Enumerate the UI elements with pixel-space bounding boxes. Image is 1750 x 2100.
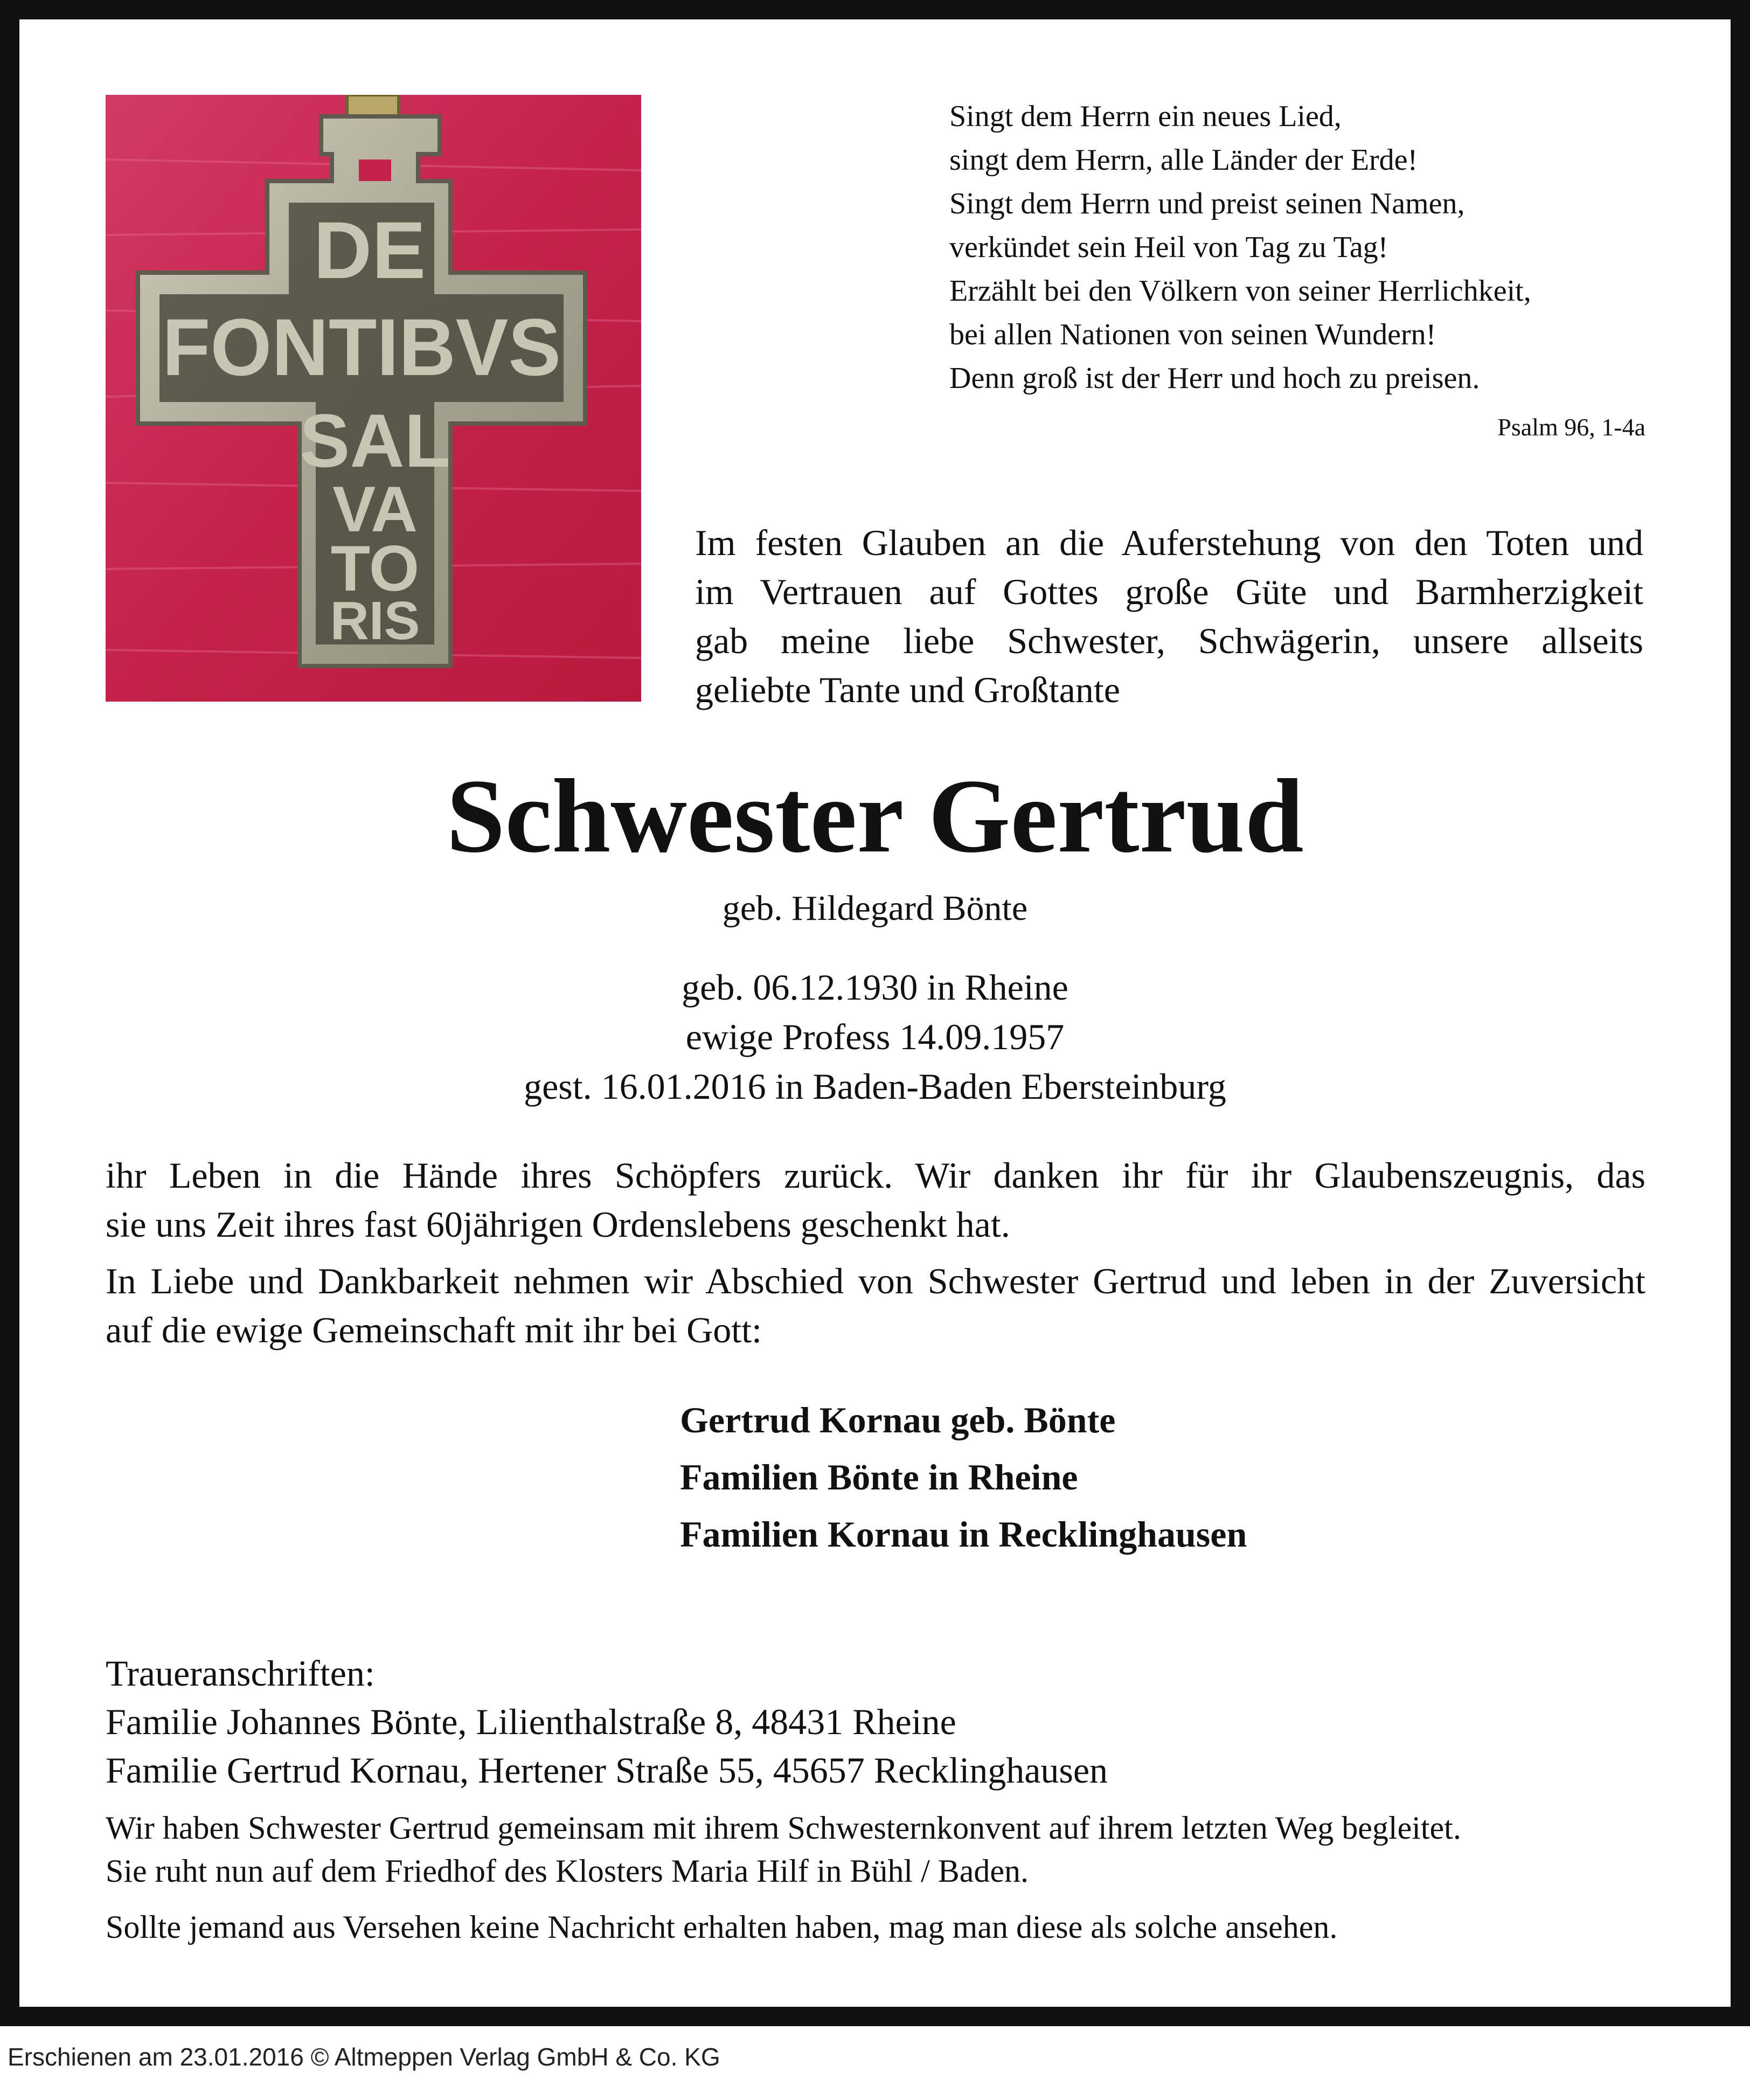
body-paragraph xyxy=(106,1257,1645,1355)
mourner: Gertrud Kornau geb. Bönte xyxy=(680,1399,1116,1440)
body-line: auf die ewige Gemeinschaft mit ihr bei Gott: xyxy=(106,1309,762,1350)
deceased-name: Schwester Gertrud xyxy=(446,758,1304,875)
life-dates xyxy=(0,962,1750,1111)
mourners-list xyxy=(680,1391,1247,1563)
disclaimer-line: Sollte jemand aus Versehen keine Nachricht erhalten haben, mag man diese als solche ansehen. xyxy=(106,1909,1338,1945)
condolence-addresses xyxy=(106,1649,1108,1794)
profession-date: ewige Profess 14.09.1957 xyxy=(685,1016,1065,1057)
svg-text:TO: TO xyxy=(330,532,420,605)
addresses-heading: Traueranschriften: xyxy=(106,1653,375,1694)
psalm-verse xyxy=(949,95,1650,400)
address-line: Familie Gertrud Kornau, Hertener Straße 55, 45657 Recklinghausen xyxy=(106,1750,1108,1791)
intro-line: geliebte Tante und Großtante xyxy=(695,669,1120,710)
psalm-line: Singt dem Herrn ein neues Lied, xyxy=(949,100,1342,133)
svg-text:SAL: SAL xyxy=(300,398,450,483)
intro-line: gab meine liebe Schwester, Schwägerin, unsere allseits xyxy=(695,620,1643,661)
body-paragraph xyxy=(106,1151,1645,1249)
psalm-line: Erzählt bei den Völkern von seiner Herrlichkeit, xyxy=(949,274,1531,308)
psalm-reference: Psalm 96, 1-4a xyxy=(1497,413,1645,441)
address-line: Familie Johannes Bönte, Lilienthalstraße 8, 48431 Rheine xyxy=(106,1701,956,1742)
svg-text:RIS: RIS xyxy=(330,591,420,651)
burial-line: Sie ruht nun auf dem Friedhof des Klosters Maria Hilf in Bühl / Baden. xyxy=(106,1853,1029,1889)
body-line: In Liebe und Dankbarkeit nehmen wir Abschied von Schwester Gertrud und leben in der Zuversicht xyxy=(106,1260,1645,1301)
psalm-line: verkündet sein Heil von Tag zu Tag! xyxy=(949,231,1388,264)
maiden-name: geb. Hildegard Bönte xyxy=(722,889,1028,928)
cross-pendant-image xyxy=(106,95,641,702)
closing-notes xyxy=(106,1806,1645,1962)
svg-text:VA: VA xyxy=(332,473,418,545)
cross-photo xyxy=(106,95,641,702)
intro-line: Im festen Glauben an die Auferstehung von den Toten und xyxy=(695,522,1643,563)
psalm-line: bei allen Nationen von seinen Wundern! xyxy=(949,318,1436,351)
burial-note xyxy=(106,1806,1645,1893)
psalm-line: Singt dem Herrn und preist seinen Namen, xyxy=(949,187,1465,220)
disclaimer-note xyxy=(106,1905,1645,1949)
body-line: ihr Leben in die Hände ihres Schöpfers zurück. Wir danken ihr für ihr Glaubenszeugnis, das xyxy=(106,1155,1645,1196)
body-line: sie uns Zeit ihres fast 60jährigen Ordenslebens geschenkt hat. xyxy=(106,1204,1010,1245)
mourner: Familien Kornau in Recklinghausen xyxy=(680,1514,1247,1555)
body-text xyxy=(106,1151,1645,1362)
svg-text:FONTIBVS: FONTIBVS xyxy=(162,302,561,392)
svg-text:DE: DE xyxy=(313,205,426,295)
death-date: gest. 16.01.2016 in Baden-Baden Ebersteinburg xyxy=(524,1066,1226,1107)
publication-footer: Erschienen am 23.01.2016 © Altmeppen Verlag GmbH & Co. KG xyxy=(8,2043,720,2071)
intro-line: im Vertrauen auf Gottes große Güte und Barmherzigkeit xyxy=(695,571,1643,612)
intro-paragraph xyxy=(695,518,1643,715)
burial-line: Wir haben Schwester Gertrud gemeinsam mit ihrem Schwesternkonvent auf ihrem letzten Weg begleitet. xyxy=(106,1810,1461,1846)
birth-date: geb. 06.12.1930 in Rheine xyxy=(682,967,1068,1008)
psalm-line: singt dem Herrn, alle Länder der Erde! xyxy=(949,143,1418,177)
psalm-line: Denn groß ist der Herr und hoch zu preisen. xyxy=(949,362,1480,395)
mourner: Familien Bönte in Rheine xyxy=(680,1457,1078,1498)
